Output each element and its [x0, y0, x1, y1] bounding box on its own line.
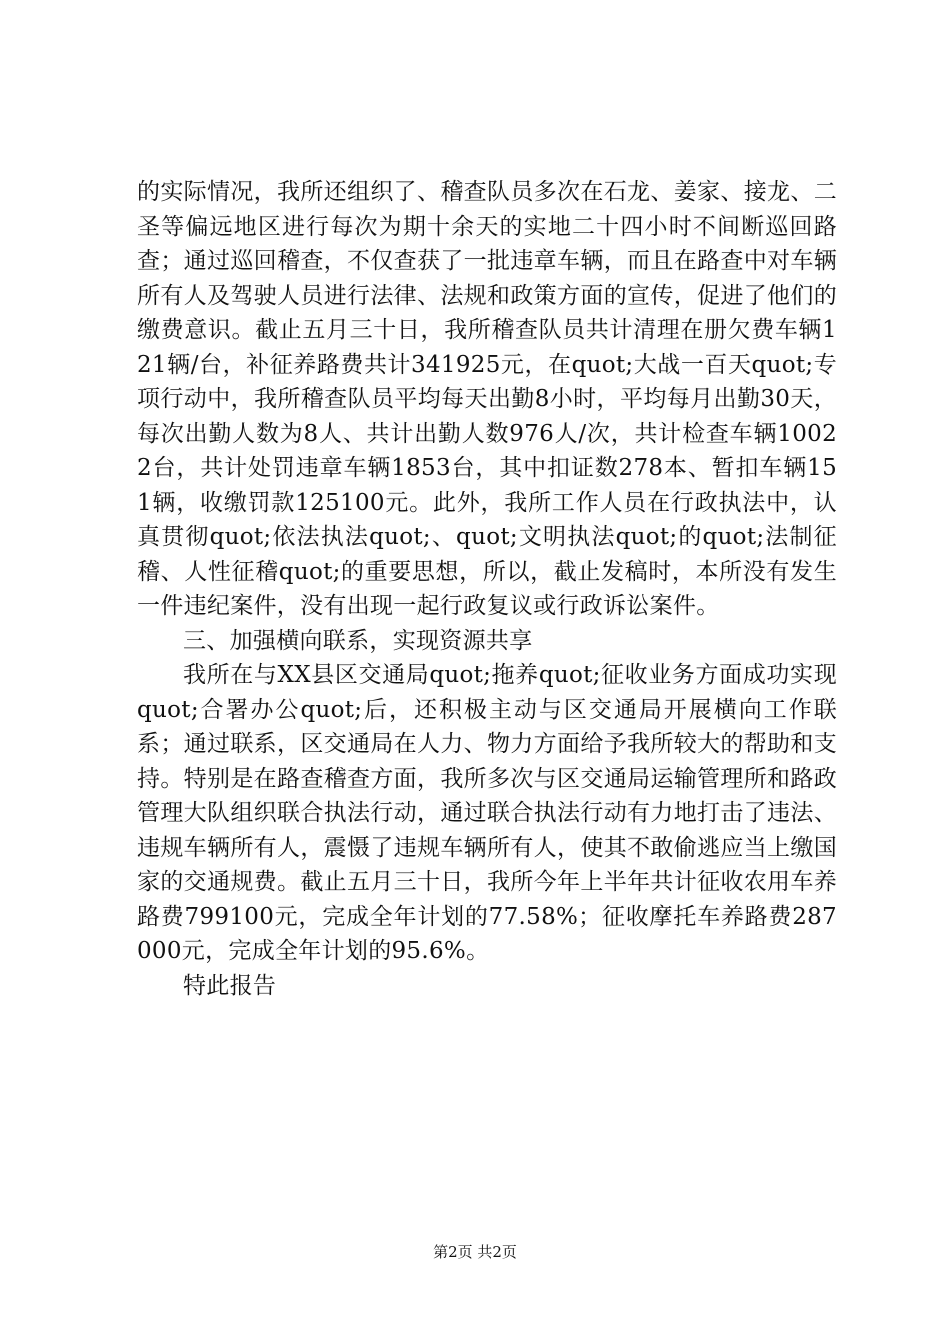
body-paragraph-2: 我所在与XX县区交通局quot;拖养quot;征收业务方面成功实现quot;合署办公quot;后，还积极主动与区交通局开展横向工作联系；通过联系，区交通局在人力、物力方面给予我所较大的帮助和支持。特别是在路查稽查方面，我所多次与区交通局运输管理所和路政管理大队组织联合执法行动，通过联合执法行动有力地打击了违法、违规车辆所有人，震慑了违规车辆所有人，使其不敢偷逃应当上缴国家的交通规费。截止五月三十日，我所今年上半年共计征收农用车养路费799100元，完成全年计划的77.58%；征收摩托车养路费287000元，完成全年计划的95.6%。	[137, 662, 837, 964]
closing-line: 特此报告	[183, 972, 277, 999]
body-paragraph-1: 的实际情况，我所还组织了、稽查队员多次在石龙、姜家、接龙、二圣等偏远地区进行每次为期十余天的实地二十四小时不间断巡回路查；通过巡回稽查，不仅查获了一批违章车辆，而且在路查中对车辆所有人及驾驶人员进行法律、法规和政策方面的宣传，促进了他们的缴费意识。截止五月三十日，我所稽查队员共计清理在册欠费车辆121辆/台，补征养路费共计341925元，在quot;大战一百天quot;专项行动中，我所稽查队员平均每天出勤8小时，平均每月出勤30天，每次出勤人数为8人、共计出勤人数976人/次，共计检查车辆10022台，共计处罚违章车辆1853台，其中扣证数278本、暂扣车辆151辆，收缴罚款125100元。此外，我所工作人员在行政执法中，认真贯彻quot;依法执法quot;、quot;文明执法quot;的quot;法制征稽、人性征稽quot;的重要思想，所以，截止发稿时，本所没有发生一件违纪案件，没有出现一起行政复议或行政诉讼案件。	[137, 179, 837, 619]
section-heading-3: 三、加强横向联系，实现资源共享	[183, 627, 533, 654]
document-body	[137, 175, 837, 1003]
page-footer: 第2页 共2页	[433, 1243, 517, 1261]
